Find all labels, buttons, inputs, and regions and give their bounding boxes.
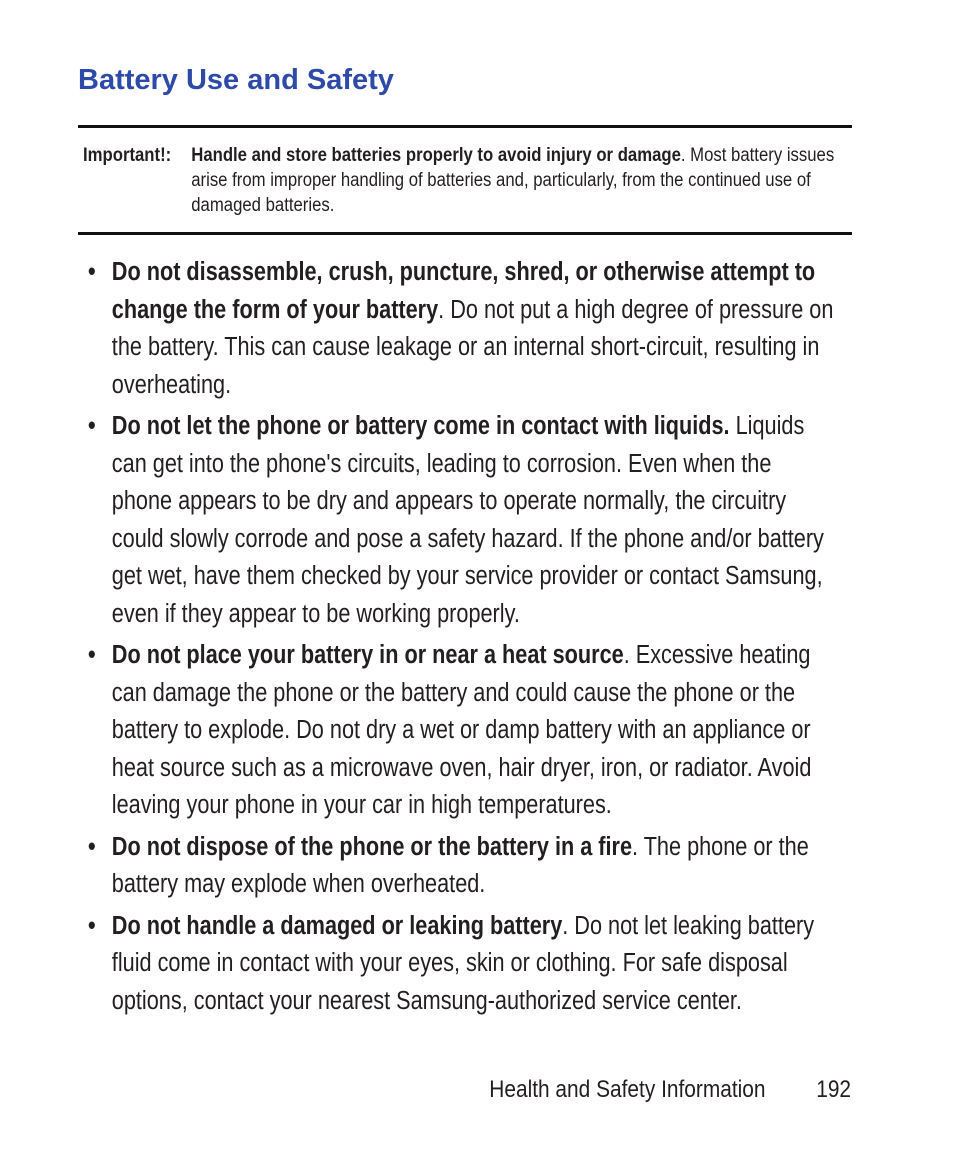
safety-bullet-list [88,254,836,1024]
important-label: Important!: [83,145,172,166]
important-note [83,143,840,218]
bullet-text: . The phone or the battery may explode when overheated. [111,832,809,898]
bullet-text: Liquids can get into the phone's circuits, leading to corrosion. Even when the phone appears to be dry and appears to operate normally, the circuitry could slowly corrode and pose a safety hazard. If the phone and/or battery get wet, have them checked by your service provider or contact Samsung, even if they appear to be working properly. [111,412,824,628]
bullet-dot-icon: • [88,412,96,440]
bullet-dot-icon: • [88,911,96,940]
bullet-bold-text: Do not let the phone or battery come in contact with liquids. [111,412,730,440]
bullet-bold-text: Do not place your battery in or near a heat source [111,641,624,669]
bullet-text: . Do not let leaking battery fluid come in contact with your eyes, skin or clothing. For safe disposal options, contact your nearest Samsung-authorized service center. [111,911,815,1015]
page-title: Battery Use and Safety [78,64,394,96]
bullet-bold-text: Do not handle a damaged or leaking battery [111,911,563,940]
bullet-item-heat-source [88,637,836,825]
bullet-item-fire [88,829,836,904]
important-bold-text: Handle and store batteries properly to avoid injury or damage [191,145,681,166]
bullet-text: . Do not put a high degree of pressure on the battery. This can cause leakage or an internal short-circuit, resulting in overheating. [111,295,834,399]
footer-page-number: 192 [816,1076,851,1103]
important-text [191,143,840,218]
important-rest-text: . Most battery issues arise from improper handling of batteries and, particularly, from the continued use of damaged batteries. [191,145,835,216]
bullet-dot-icon: • [88,832,96,861]
bullet-dot-icon: • [88,258,96,286]
bullet-bold-text: Do not disassemble, crush, puncture, shred, or otherwise attempt to change the form of your battery [111,258,816,324]
bullet-bold-text: Do not dispose of the phone or the battery in a fire [111,832,633,861]
bullet-item-damaged-battery [88,908,836,1021]
top-divider [78,125,852,128]
bullet-item-disassemble [88,254,836,404]
footer-section-title: Health and Safety Information [489,1076,766,1103]
bullet-dot-icon: • [88,641,96,669]
bullet-item-liquids [88,408,836,633]
bullet-text: . Excessive heating can damage the phone or the battery and could cause the phone or the battery to explode. Do not dry a wet or damp battery with an appliance or heat source such as a microwave oven, hair dryer, iron, or radiator. Avoid leaving your phone in your car in high temperatures. [111,641,812,819]
bottom-divider [78,232,852,235]
